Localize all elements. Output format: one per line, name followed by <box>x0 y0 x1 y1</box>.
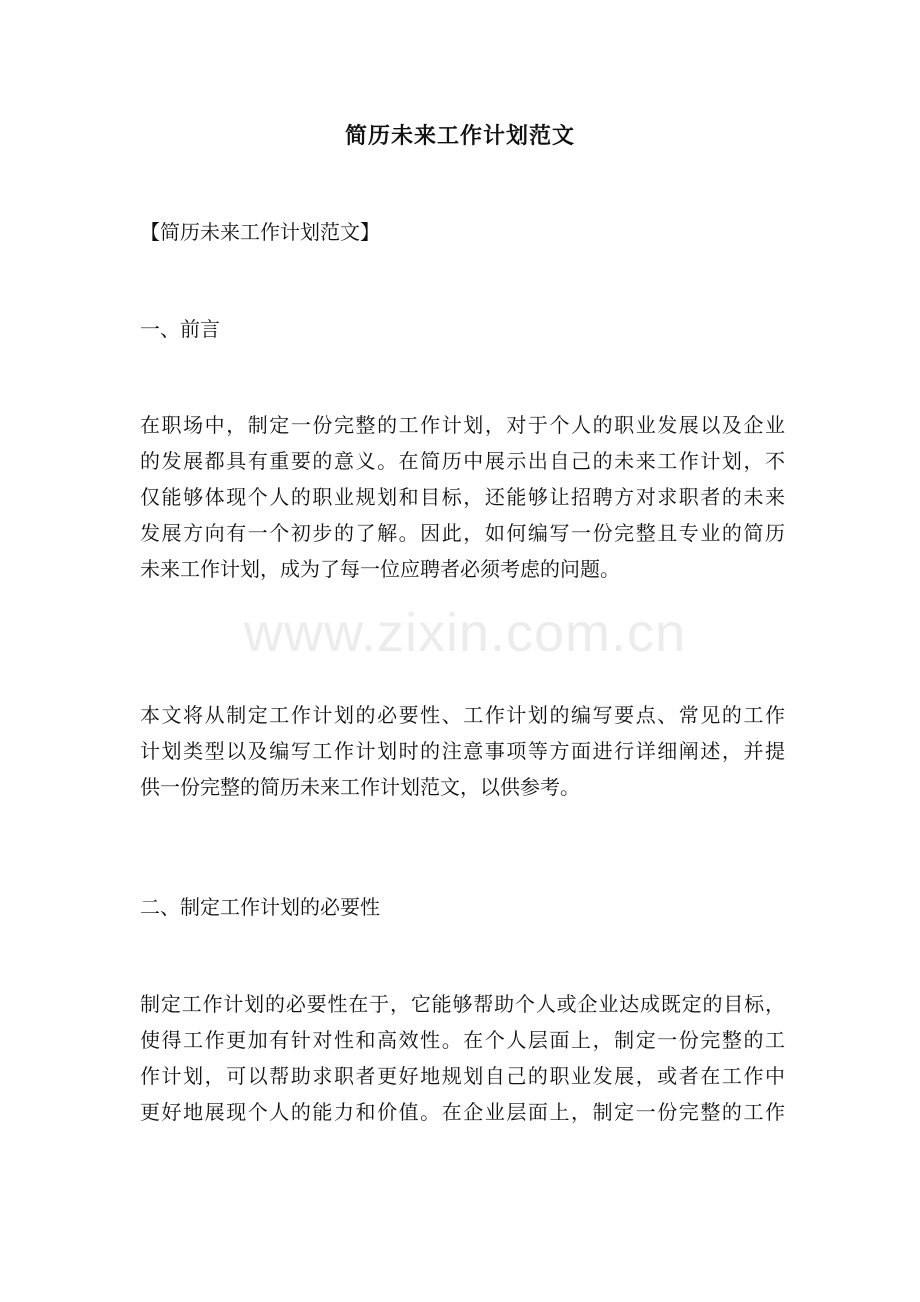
watermark: www.zixin.com.cn <box>243 603 687 663</box>
paragraph-preface-1 <box>140 407 785 587</box>
paragraph-preface-2 <box>140 697 785 805</box>
section-heading-necessity: 二、制定工作计划的必要性 <box>140 895 380 919</box>
paragraph-line: 供一份完整的简历未来工作计划范文，以供参考。 <box>140 775 580 799</box>
paragraph-line: 发展方向有一个初步的了解。因此，如何编写一份完整且专业的简历 <box>140 521 785 545</box>
paragraph-necessity <box>140 986 785 1130</box>
paragraph-line: 仅能够体现个人的职业规划和目标，还能够让招聘方对求职者的未来 <box>140 485 785 509</box>
document-subtitle: 【简历未来工作计划范文】 <box>140 220 380 244</box>
paragraph-line: 制定工作计划的必要性在于，它能够帮助个人或企业达成既定的目标， <box>140 992 785 1016</box>
paragraph-line: 的发展都具有重要的意义。在简历中展示出自己的未来工作计划，不 <box>140 449 785 473</box>
paragraph-line: 本文将从制定工作计划的必要性、工作计划的编写要点、常见的工作 <box>140 703 785 727</box>
paragraph-line: 计划类型以及编写工作计划时的注意事项等方面进行详细阐述，并提 <box>140 739 785 763</box>
section-heading-preface: 一、前言 <box>140 317 220 341</box>
paragraph-line: 未来工作计划，成为了每一位应聘者必须考虑的问题。 <box>140 557 620 581</box>
paragraph-line: 作计划，可以帮助求职者更好地规划自己的职业发展，或者在工作中 <box>140 1064 785 1088</box>
paragraph-line: 使得工作更加有针对性和高效性。在个人层面上，制定一份完整的工 <box>140 1028 785 1052</box>
document-title: 简历未来工作计划范文 <box>344 123 575 149</box>
paragraph-line: 更好地展现个人的能力和价值。在企业层面上，制定一份完整的工作 <box>140 1100 785 1124</box>
paragraph-line: 在职场中，制定一份完整的工作计划，对于个人的职业发展以及企业 <box>140 413 785 437</box>
